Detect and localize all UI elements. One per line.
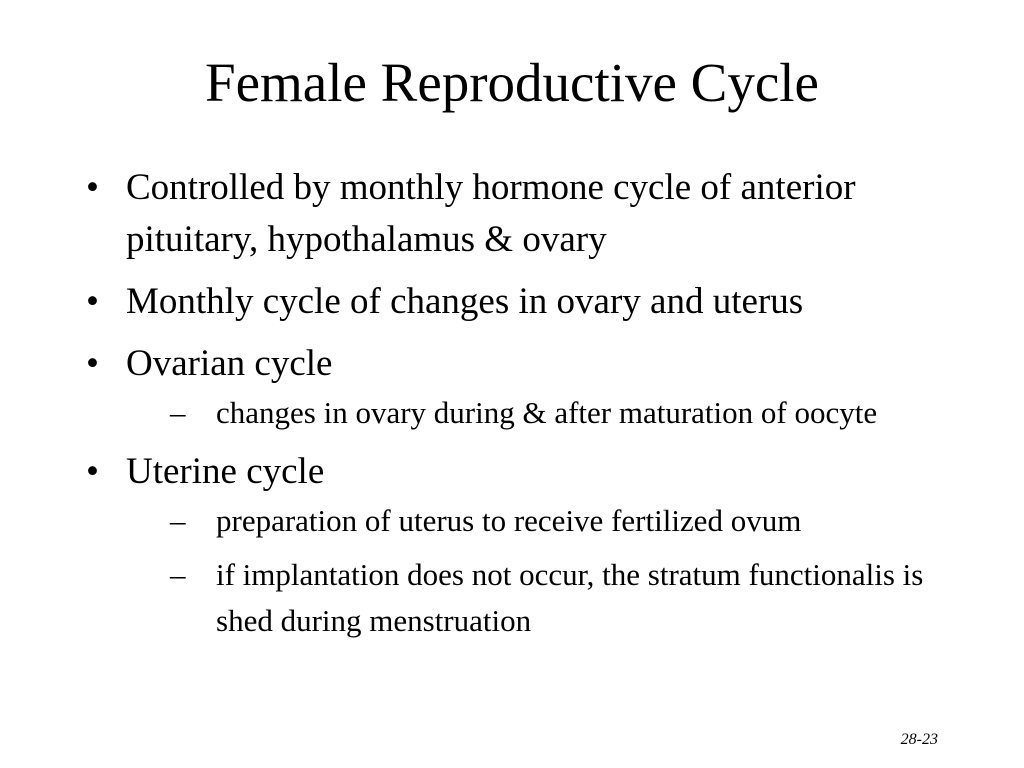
bullet-item (82, 276, 982, 328)
bullet-marker: • (86, 343, 99, 384)
dash-marker: – (170, 395, 186, 430)
sub-bullet-item (170, 498, 976, 544)
bullet-item (82, 446, 982, 644)
sub-bullet-item (170, 390, 976, 436)
sub-bullet-text: preparation of uterus to receive fertilized ovum (216, 503, 802, 538)
slide-title: Female Reproductive Cycle (205, 52, 819, 113)
bullet-text: Monthly cycle of changes in ovary and uterus (126, 281, 804, 322)
bullet-marker: • (86, 167, 99, 208)
bullet-item (82, 162, 982, 266)
bullet-text: Uterine cycle (126, 451, 325, 492)
sub-bullet-list (126, 498, 982, 644)
bullet-list (82, 162, 982, 654)
sub-bullet-text: if implantation does not occur, the stratum functionalis is shed during menstruation (216, 557, 924, 638)
bullet-text: Controlled by monthly hormone cycle of anterior pituitary, hypothalamus & ovary (126, 167, 856, 260)
bullet-item (82, 338, 982, 436)
dash-marker: – (170, 503, 186, 538)
bullet-marker: • (86, 281, 99, 322)
sub-bullet-list (126, 390, 982, 436)
sub-bullet-item (170, 552, 976, 644)
sub-bullet-text: changes in ovary during & after maturation of oocyte (216, 395, 878, 430)
bullet-marker: • (86, 451, 99, 492)
dash-marker: – (170, 557, 186, 592)
slide-number: 28-23 (900, 731, 938, 748)
bullet-text: Ovarian cycle (126, 343, 333, 384)
